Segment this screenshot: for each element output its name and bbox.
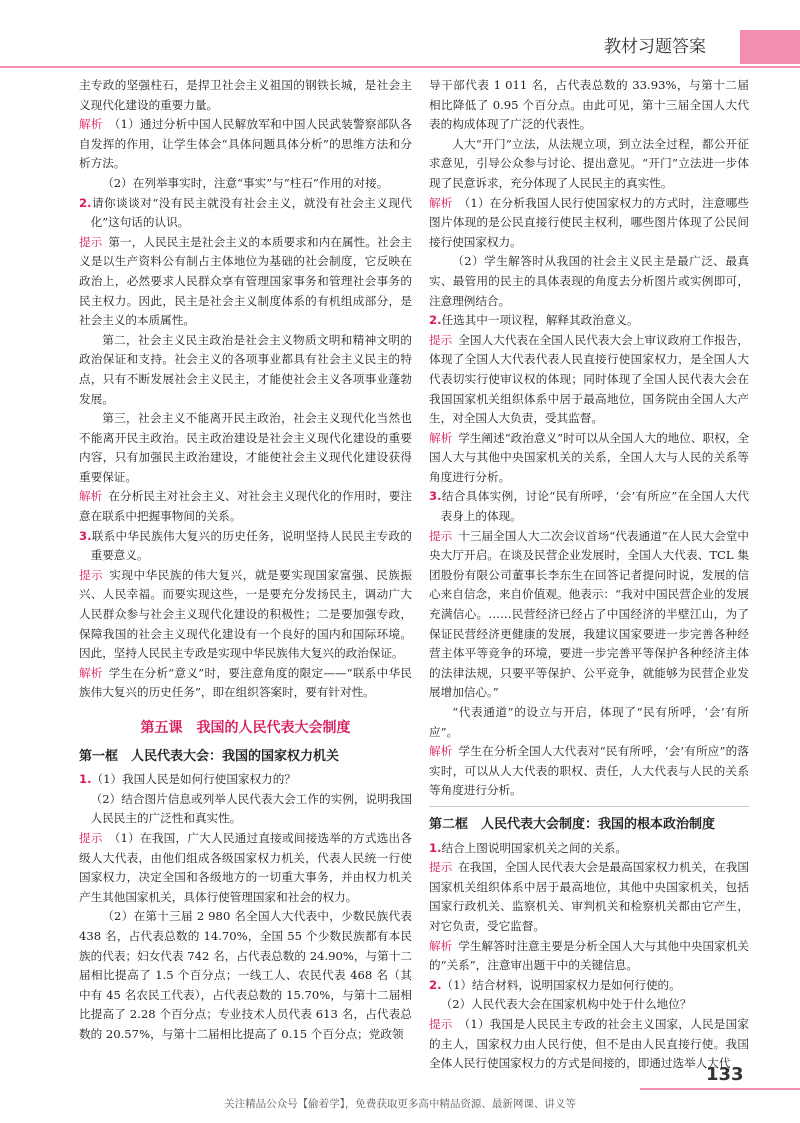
question-text: 任选其中一项议程，解释其政治意义。: [441, 313, 639, 328]
question-number: 3.: [429, 489, 442, 504]
question-number: 1.: [79, 772, 92, 787]
sub-question: （2）结合图片信息或列举人民代表大会工作的实例，说明我国人民民主的广泛性和真实性。: [90, 791, 412, 826]
page-number: 133: [706, 1064, 744, 1085]
paragraph: 人大“开门”立法，从法规立项，到立法全过程，都公开征求意见，引导公众参与讨论、提出意见。“开门”立法进一步体现了民意诉求，充分体现了人民民主的真实性。: [429, 136, 749, 190]
hint-paragraph: [429, 1015, 749, 1074]
hint-paragraph: [429, 331, 749, 429]
hint-paragraph: [79, 566, 412, 664]
paragraph-text: 十三届全国人大二次会议首场“代表通道”在人民大会堂中央大厅开启。在谈及民营企业发展时，全国人大代表、TCL 集团股份有限公司董事长李东生在回答记者提问时说，发展的信心来自信念，来自价值观。他表示：“我对中国民营企业的发展充满信心。……民营经济已经占了中国经济的半壁江山，为了保证民营经济更健康的发展，我建议国家要进一步完善各种经营主体平等竞争的环境，要进一步完善平等保护各种经济主体的法律法规，只要平等保护、公平竞争，就能够为民营企业发展增加信心。”: [429, 528, 749, 700]
analysis-tag: 解析: [429, 430, 453, 445]
hint-paragraph: [429, 527, 749, 703]
paragraph-text: 实现中华民族的伟大复兴，就是要实现国家富强、民族振兴、人民幸福。而要实现这些，一是要充分发扬民主，调动广大人民群众参与社会主义现代化建设的积极性；二是要加强专政，保障我国的社会主义现代化建设有一个良好的国内和国际环境。因此，坚持人民民主专政是实现中华民族伟大复兴的政治保证。: [79, 567, 412, 661]
header-divider: [0, 66, 800, 68]
analysis-paragraph: [429, 937, 749, 976]
analysis-paragraph: [79, 664, 412, 703]
paragraph-text: 学生在分析全国人大代表对“民有所呼，‘会’有所应”的落实时，可以从人大代表的职权、责任，人大代表与人民的关系等角度进行分析。: [429, 744, 749, 798]
paragraph: （2）在列举事实时，注意“事实”与“柱石”作用的对接。: [102, 175, 389, 190]
paragraph: 主专政的坚强柱石，是捍卫社会主义祖国的钢铁长城，是社会主义现代化建设的重要力量。: [79, 78, 412, 112]
question-2: [79, 194, 412, 233]
page-number-underline: [640, 1088, 800, 1090]
hint-tag: 提示: [79, 567, 104, 582]
question-number: 1.: [429, 840, 442, 855]
hint-tag: 提示: [429, 860, 453, 875]
question-2: [429, 976, 749, 996]
hint-tag: 提示: [79, 234, 103, 249]
question-1: [79, 770, 412, 790]
paragraph: 第三，社会主义不能离开民主政治，社会主义现代化当然也不能离开民主政治。民主政治建设是社会主义现代化建设的重要内容，只有加强民主政治建设，才能使社会主义现代化建设获得重要保证。: [79, 411, 412, 484]
paragraph-text: （1）在我国，广大人民通过直接或间接选举的方式选出各级人大代表，由他们组成各级国家权力机关，代表人民统一行使国家权力，决定全国和各级地方的一切重大事务，并由权力机关产生其他国家机关，具体行使管理国家和社会的权力。: [79, 830, 412, 904]
question-number: 2.: [79, 195, 92, 210]
header-title: 教材习题答案: [604, 37, 706, 57]
hint-paragraph: [429, 858, 749, 936]
analysis-tag: 解析: [79, 117, 103, 132]
analysis-paragraph: [429, 429, 749, 488]
paragraph-text: 学生阐述“政治意义”时可以从全国人大的地位、职权，全国人大与其他中央国家机关的关系，全国人大与人民的关系等角度进行分析。: [429, 430, 749, 484]
question-text: （1）我国人民是如何行使国家权力的？: [91, 772, 296, 787]
question-number: 3.: [79, 528, 92, 543]
question-3: [429, 487, 749, 526]
question-text: 结合上图说明国家机关之间的关系。: [441, 840, 627, 855]
question-number: 2.: [429, 313, 442, 328]
analysis-tag: 解析: [79, 665, 103, 680]
left-column: [79, 76, 412, 1045]
question-text: 联系中华民族伟大复兴的历史任务，说明坚持人民民主专政的重要意义。: [90, 528, 412, 563]
question-text: 结合具体实例，讨论“民有所呼，‘会’有所应”在全国人大代表身上的体现。: [440, 489, 749, 524]
question-2: [429, 311, 749, 331]
paragraph: 导干部代表 1 011 名，占代表总数的 33.93%，与第十二届相比降低了 0.95 个百分点。由此可见，第十三届全国人大代表的构成体现了广泛的代表性。: [429, 78, 749, 132]
paragraph: 第二，社会主义民主政治是社会主义物质文明和精神文明的政治保证和支持。社会主义的各项事业都具有社会主义民主的特点，只有不断发展社会主义民主，才能使社会主义各项事业蓬勃发展。: [79, 332, 412, 406]
question-number: 2.: [429, 977, 442, 992]
sub-question: （2）人民代表大会在国家机构中处于什么地位？: [440, 997, 692, 1012]
analysis-tag: 解析: [429, 938, 453, 953]
hint-tag: 提示: [429, 1016, 453, 1031]
paragraph-text: 学生解答时注意主要是分析全国人大与其他中央国家机关的“关系”，注意审出题干中的关键信息。: [429, 938, 749, 973]
analysis-paragraph: [79, 115, 412, 174]
hint-tag: 提示: [429, 332, 453, 347]
hint-tag: 提示: [429, 528, 453, 543]
analysis-paragraph: [429, 742, 749, 801]
question-1: [429, 839, 749, 859]
lesson-title: 第五课 我国的人民代表大会制度: [140, 720, 351, 736]
paragraph-text: 在分析民主对社会主义、对社会主义现代化的作用时，要注意在联系中把握事物间的关系。: [79, 489, 412, 524]
paragraph-text: （1）在分析我国人民行使国家权力的方式时，注意哪些图片体现的是公民直接行使民主权利，哪些图片体现了公民间接行使国家权力。: [429, 195, 749, 249]
hint-paragraph: [79, 233, 412, 331]
paragraph: “代表通道”的设立与开启，体现了“民有所呼，‘会’有所应”。: [429, 705, 749, 739]
header-accent-bar: [740, 30, 800, 64]
analysis-tag: 解析: [429, 744, 453, 759]
footer-note: 关注精品公众号【偷着学】，免费获取更多高中精品资源、最新网课、讲义等: [224, 1098, 576, 1110]
analysis-tag: 解析: [429, 195, 453, 210]
paragraph-text: 学生在分析“意义”时，要注意角度的限定——“联系中华民族伟大复兴的历史任务”，即在组织答案时，要有针对性。: [79, 665, 412, 700]
question-text: 请你谈谈对“没有民主就没有社会主义，就没有社会主义现代化”这句话的认识。: [90, 195, 412, 230]
paragraph: （2）学生解答时从我国的社会主义民主是最广泛、最真实、最管用的民主的具体表现的角度去分析图片或实例即可，注意理例结合。: [429, 254, 749, 308]
question-3: [79, 527, 412, 566]
hint-tag: 提示: [79, 830, 103, 845]
paragraph: （2）在第十三届 2 980 名全国人大代表中，少数民族代表 438 名，占代表总数的 14.70%，全国 55 个少数民族都有本民族的代表；妇女代表 742 名，占代表总数的 24.90%，与第十二届相比提高了 1.5 个百分点；一线工人、农民代表 468 名（其中有 45 名农民工代表），占代表总数的 15.70%，与第十二届相比提高了 2.28 个百分点；专业技术人员代表 613 名，占代表总数的 20.57%，与第十二届相比提高了 0.15 个百分点；党政领: [79, 909, 412, 1041]
paragraph-text: 全国人大代表在全国人民代表大会上审议政府工作报告，体现了全国人大代表代表人民直接行使国家权力，是全国人大代表切实行使审议权的体现；同时体现了全国人民代表大会在我国国家机关组织体系中居于最高地位，国务院由全国人大产生，对全国人大负责，受其监督。: [429, 332, 749, 426]
analysis-paragraph: [429, 194, 749, 253]
right-column: [429, 76, 749, 1074]
paragraph-text: 在我国，全国人民代表大会是最高国家权力机关，在我国国家机关组织体系中居于最高地位，其他中央国家机关，包括国家行政机关、监察机关、审判机关和检察机关都由它产生，对它负责，受它监督。: [429, 860, 749, 933]
hint-paragraph: [79, 829, 412, 907]
section-divider: [429, 806, 749, 807]
paragraph-text: 第一，人民民主是社会主义的本质要求和内在属性。社会主义是以生产资料公有制占主体地位为基础的社会制度，它反映在政治上，必然要求人民群众享有管理国家事务和管理社会事务的民主权力。因此，民主是社会主义制度体系的有机组成部分，是社会主义的本质属性。: [79, 234, 412, 328]
analysis-tag: 解析: [79, 489, 103, 504]
paragraph-text: （1）我国是人民民主专政的社会主义国家，人民是国家的主人，国家权力由人民行使，但不是由人民直接行使。我国全体人民行使国家权力的方式是间接的，即通过选举人大代: [429, 1016, 749, 1071]
analysis-paragraph: [79, 487, 412, 526]
section-title: 第一框 人民代表大会：我国的国家权力机关: [79, 748, 340, 764]
paragraph-text: （1）通过分析中国人民解放军和中国人民武装警察部队各自发挥的作用，让学生体会“具体问题具体分析”的思维方法和分析方法。: [79, 117, 412, 171]
question-text: （1）结合材料，说明国家权力是如何行使的。: [441, 977, 681, 992]
section-title: 第二框 人民代表大会制度：我国的根本政治制度: [429, 816, 716, 832]
